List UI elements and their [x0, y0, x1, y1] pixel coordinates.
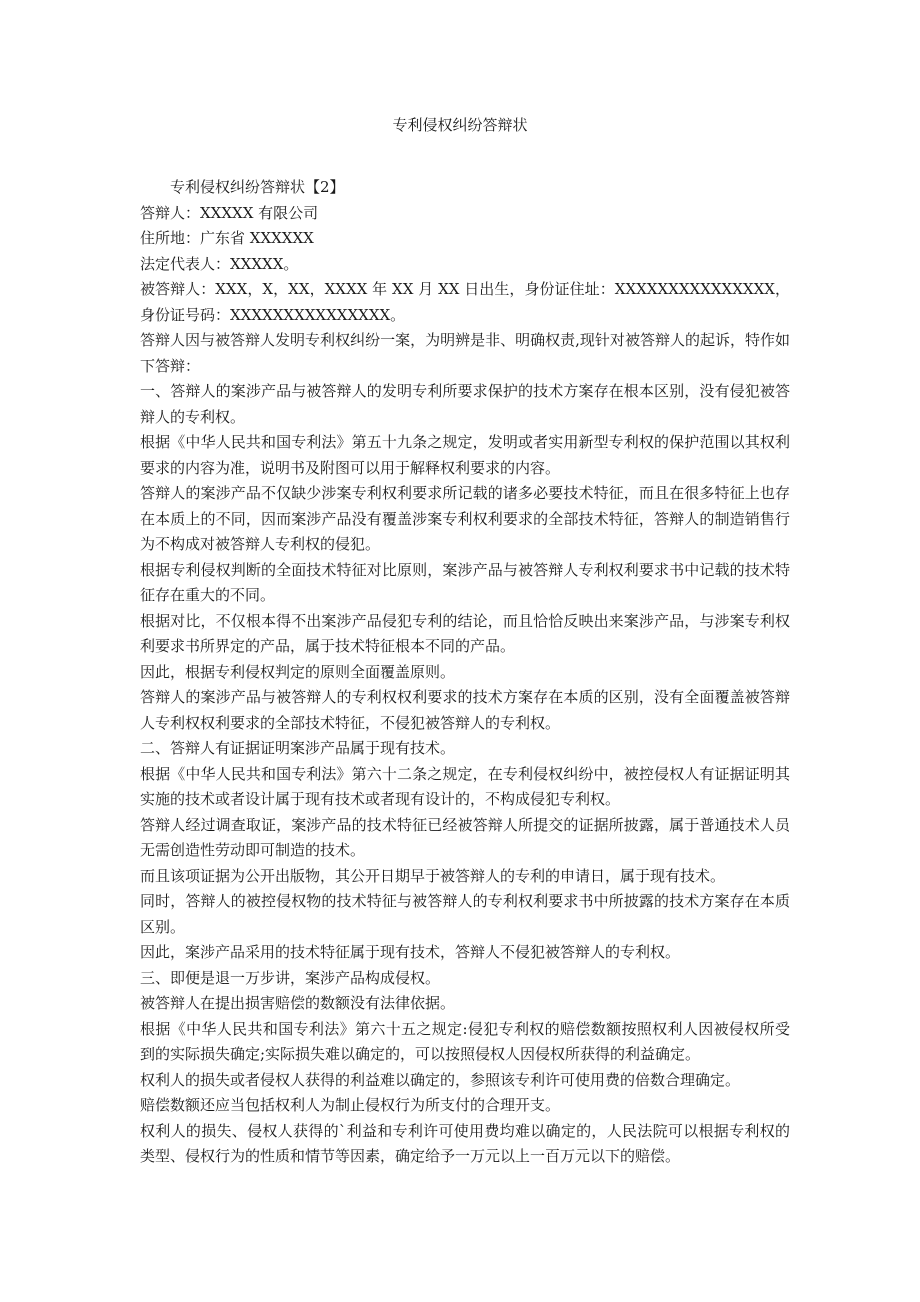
paragraph-section-1-heading: 一、答辩人的案涉产品与被答辩人的发明专利所要求保护的技术方案存在根本区别，没有侵犯被答辩人的专利权。 — [140, 382, 790, 426]
paragraph: 被答辩人在提出损害赔偿的数额没有法律依据。 — [140, 994, 456, 1012]
document-body — [140, 175, 790, 1170]
paragraph-section-2-heading: 二、答辩人有证据证明案涉产品属于现有技术。 — [140, 739, 456, 757]
paragraph: 根据《中华人民共和国专利法》第六十五之规定:侵犯专利权的赔偿数额按照权利人因被侵权所受到的实际损失确定;实际损失难以确定的，可以按照侵权人因侵权所获得的利益确定。 — [140, 1019, 790, 1063]
paragraph: 根据《中华人民共和国专利法》第六十二条之规定，在专利侵权纠纷中，被控侵权人有证据证明其实施的技术或者设计属于现有技术或者现有设计的，不构成侵犯专利权。 — [140, 764, 790, 808]
document-title: 专利侵权纠纷答辩状 — [392, 116, 528, 134]
paragraph-address: 住所地：广东省 XXXXXX — [140, 229, 314, 247]
paragraph-respondent: 答辩人：XXXXX 有限公司 — [140, 203, 319, 222]
paragraph: 权利人的损失、侵权人获得的`利益和专利许可使用费均难以确定的，人民法院可以根据专利权的类型、侵权行为的性质和情节等因素，确定给予一万元以上一百万元以下的赔偿。 — [140, 1121, 790, 1165]
paragraph: 答辩人经过调查取证，案涉产品的技术特征已经被答辩人所提交的证据所披露，属于普通技术人员无需创造性劳动即可制造的技术。 — [140, 815, 790, 859]
paragraph: 根据专利侵权判断的全面技术特征对比原则，案涉产品与被答辩人专利权利要求书中记载的技术特征存在重大的不同。 — [140, 560, 790, 604]
paragraph-section-3-heading: 三、即便是退一万步讲，案涉产品构成侵权。 — [140, 968, 441, 987]
paragraph: 权利人的损失或者侵权人获得的利益难以确定的，参照该专利许可使用费的倍数合理确定。 — [140, 1070, 741, 1089]
paragraph: 同时，答辩人的被控侵权物的技术特征与被答辩人的专利权利要求书中所披露的技术方案存在本质区别。 — [140, 892, 790, 936]
paragraph-legal-representative: 法定代表人：XXXXX。 — [140, 254, 299, 273]
paragraph: 因此，案涉产品采用的技术特征属于现有技术，答辩人不侵犯被答辩人的专利权。 — [140, 943, 681, 961]
paragraph: 根据《中华人民共和国专利法》第五十九条之规定，发明或者实用新型专利权的保护范围以其权利要求的内容为准，说明书及附图可以用于解释权利要求的内容。 — [140, 433, 790, 477]
paragraph: 而且该项证据为公开出版物，其公开日期早于被答辩人的专利的申请日，属于现有技术。 — [140, 866, 726, 885]
paragraph: 根据对比，不仅根本得不出案涉产品侵犯专利的结论，而且恰恰反映出来案涉产品，与涉案专利权利要求书所界定的产品，属于技术特征根本不同的产品。 — [140, 611, 790, 655]
paragraph: 答辩人的案涉产品不仅缺少涉案专利权利要求所记载的诸多必要技术特征，而且在很多特征上也存在本质上的不同，因而案涉产品没有覆盖涉案专利权利要求的全部技术特征，答辩人的制造销售行为不构成对被答辩人专利权的侵犯。 — [140, 484, 790, 553]
paragraph-intro: 答辩人因与被答辩人发明专利权纠纷一案，为明辨是非、明确权责,现针对被答辩人的起诉，特作如下答辩： — [140, 331, 790, 375]
paragraph: 答辩人的案涉产品与被答辩人的专利权权利要求的技术方案存在本质的区别，没有全面覆盖被答辩人专利权权利要求的全部技术特征，不侵犯被答辩人的专利权。 — [140, 688, 790, 732]
paragraph: 赔偿数额还应当包括权利人为制止侵权行为所支付的合理开支。 — [140, 1096, 561, 1114]
document-subtitle: 专利侵权纠纷答辩状【2】 — [170, 178, 345, 196]
paragraph-plaintiff: 被答辩人：XXX，X，XX，XXXX 年 XX 月 XX 日出生，身份证住址：XXXXXXXXXXXXXXX，身份证号码：XXXXXXXXXXXXXXX。 — [140, 280, 790, 324]
paragraph: 因此，根据专利侵权判定的原则全面覆盖原则。 — [140, 662, 456, 681]
